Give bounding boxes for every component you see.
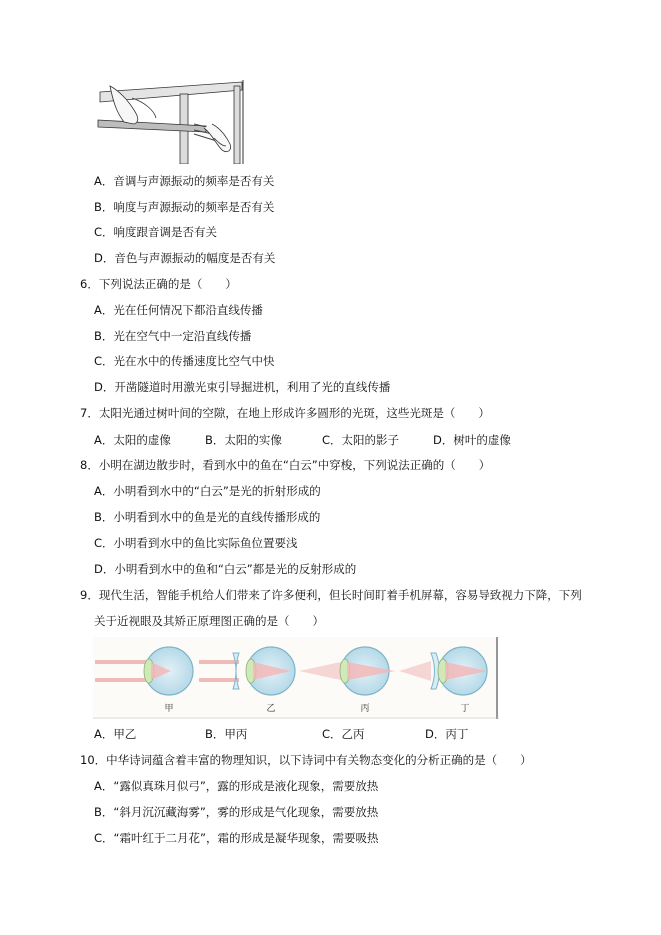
eye-label-bing: 丙 [360,704,370,714]
q7-option-b: B．太阳的实像 [205,433,282,447]
q6-option-c: C．光在水中的传播速度比空气中快 [94,354,275,368]
q5-option-d: D．音色与声源振动的幅度是否有关 [94,251,276,265]
eye-label-ding: 丁 [460,704,470,714]
q7-stem: 7．太阳光通过树叶间的空隙，在地上形成许多圆形的光斑，这些光斑是（ ） [80,406,490,420]
ruler-table-figure [94,80,244,164]
q6-stem: 6．下列说法正确的是（ ） [80,277,237,291]
q6-option-d: D．开凿隧道时用激光束引导掘进机，利用了光的直线传播 [94,380,391,394]
q9-option-d: D．丙丁 [425,727,469,741]
q8-option-c: C．小明看到水中的鱼比实际鱼位置要浅 [94,536,298,550]
q9-stem-line1: 9．现代生活，智能手机给人们带来了许多便利，但长时间盯着手机屏幕，容易导致视力下降，下列 [80,588,582,602]
q7-option-d: D．树叶的虚像 [433,433,511,447]
q9-stem-line2: 关于近视眼及其矫正原理图正确的是（ ） [94,614,324,628]
q5-option-c: C．响度跟音调是否有关 [94,225,218,239]
q8-option-d: D．小明看到水中的鱼和“白云”都是光的反射形成的 [94,562,357,576]
eye-diagrams-figure [93,637,499,719]
q9-option-c: C．乙丙 [322,727,365,741]
q8-stem: 8．小明在湖边散步时，看到水中的鱼在“白云”中穿梭，下列说法正确的（ ） [80,458,491,472]
q6-option-a: A．光在任何情况下都沿直线传播 [94,303,263,317]
q10-option-a: A．“露似真珠月似弓”，露的形成是液化现象，需要放热 [94,779,379,793]
q10-option-c: C．“霜叶红于二月花”，霜的形成是凝华现象，需要吸热 [94,831,379,845]
q5-option-a: A．音调与声源振动的频率是否有关 [94,174,275,188]
q8-option-a: A．小明看到水中的“白云”是光的折射形成的 [94,484,321,498]
q7-option-a: A．太阳的虚像 [94,433,171,447]
eye-label-jia: 甲 [164,704,174,714]
q9-option-a: A．甲乙 [94,727,137,741]
q5-option-b: B．响度与声源振动的频率是否有关 [94,200,275,214]
q7-option-c: C．太阳的影子 [322,433,400,447]
q8-option-b: B．小明看到水中的鱼是光的直线传播形成的 [94,510,321,524]
q6-option-b: B．光在空气中一定沿直线传播 [94,329,252,343]
q10-stem: 10．中华诗词蕴含着丰富的物理知识，以下诗词中有关物态变化的分析正确的是（ ） [80,753,532,767]
eye-label-yi: 乙 [266,704,276,714]
q9-option-b: B．甲丙 [205,727,248,741]
q10-option-b: B．“斜月沉沉藏海雾”，雾的形成是气化现象，需要放热 [94,805,379,819]
